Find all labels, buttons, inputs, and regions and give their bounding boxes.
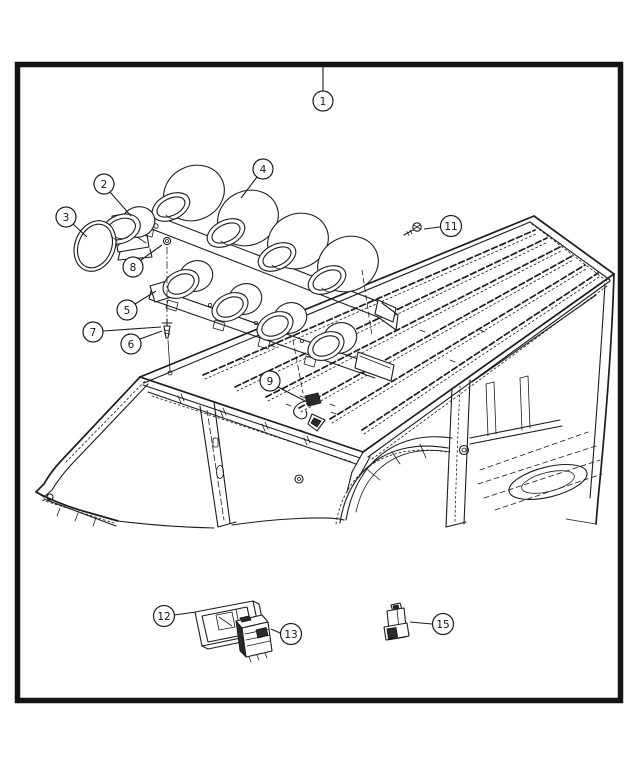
callout-number: 4 xyxy=(259,163,267,176)
callout-number: 5 xyxy=(123,304,131,317)
callout-number: 11 xyxy=(444,220,458,233)
figure-border xyxy=(18,65,621,701)
callout-number: 2 xyxy=(100,178,108,191)
callout-number: 12 xyxy=(157,610,171,623)
callout-number: 13 xyxy=(284,628,298,641)
callout-number: 6 xyxy=(127,338,135,351)
callout-number: 3 xyxy=(62,211,70,224)
nut-icon xyxy=(163,237,170,244)
callout-number: 8 xyxy=(129,261,137,274)
callout-number: 9 xyxy=(266,375,274,388)
callout-number: 1 xyxy=(319,95,327,108)
callout-number: 7 xyxy=(89,326,97,339)
callout-number: 15 xyxy=(436,618,450,631)
